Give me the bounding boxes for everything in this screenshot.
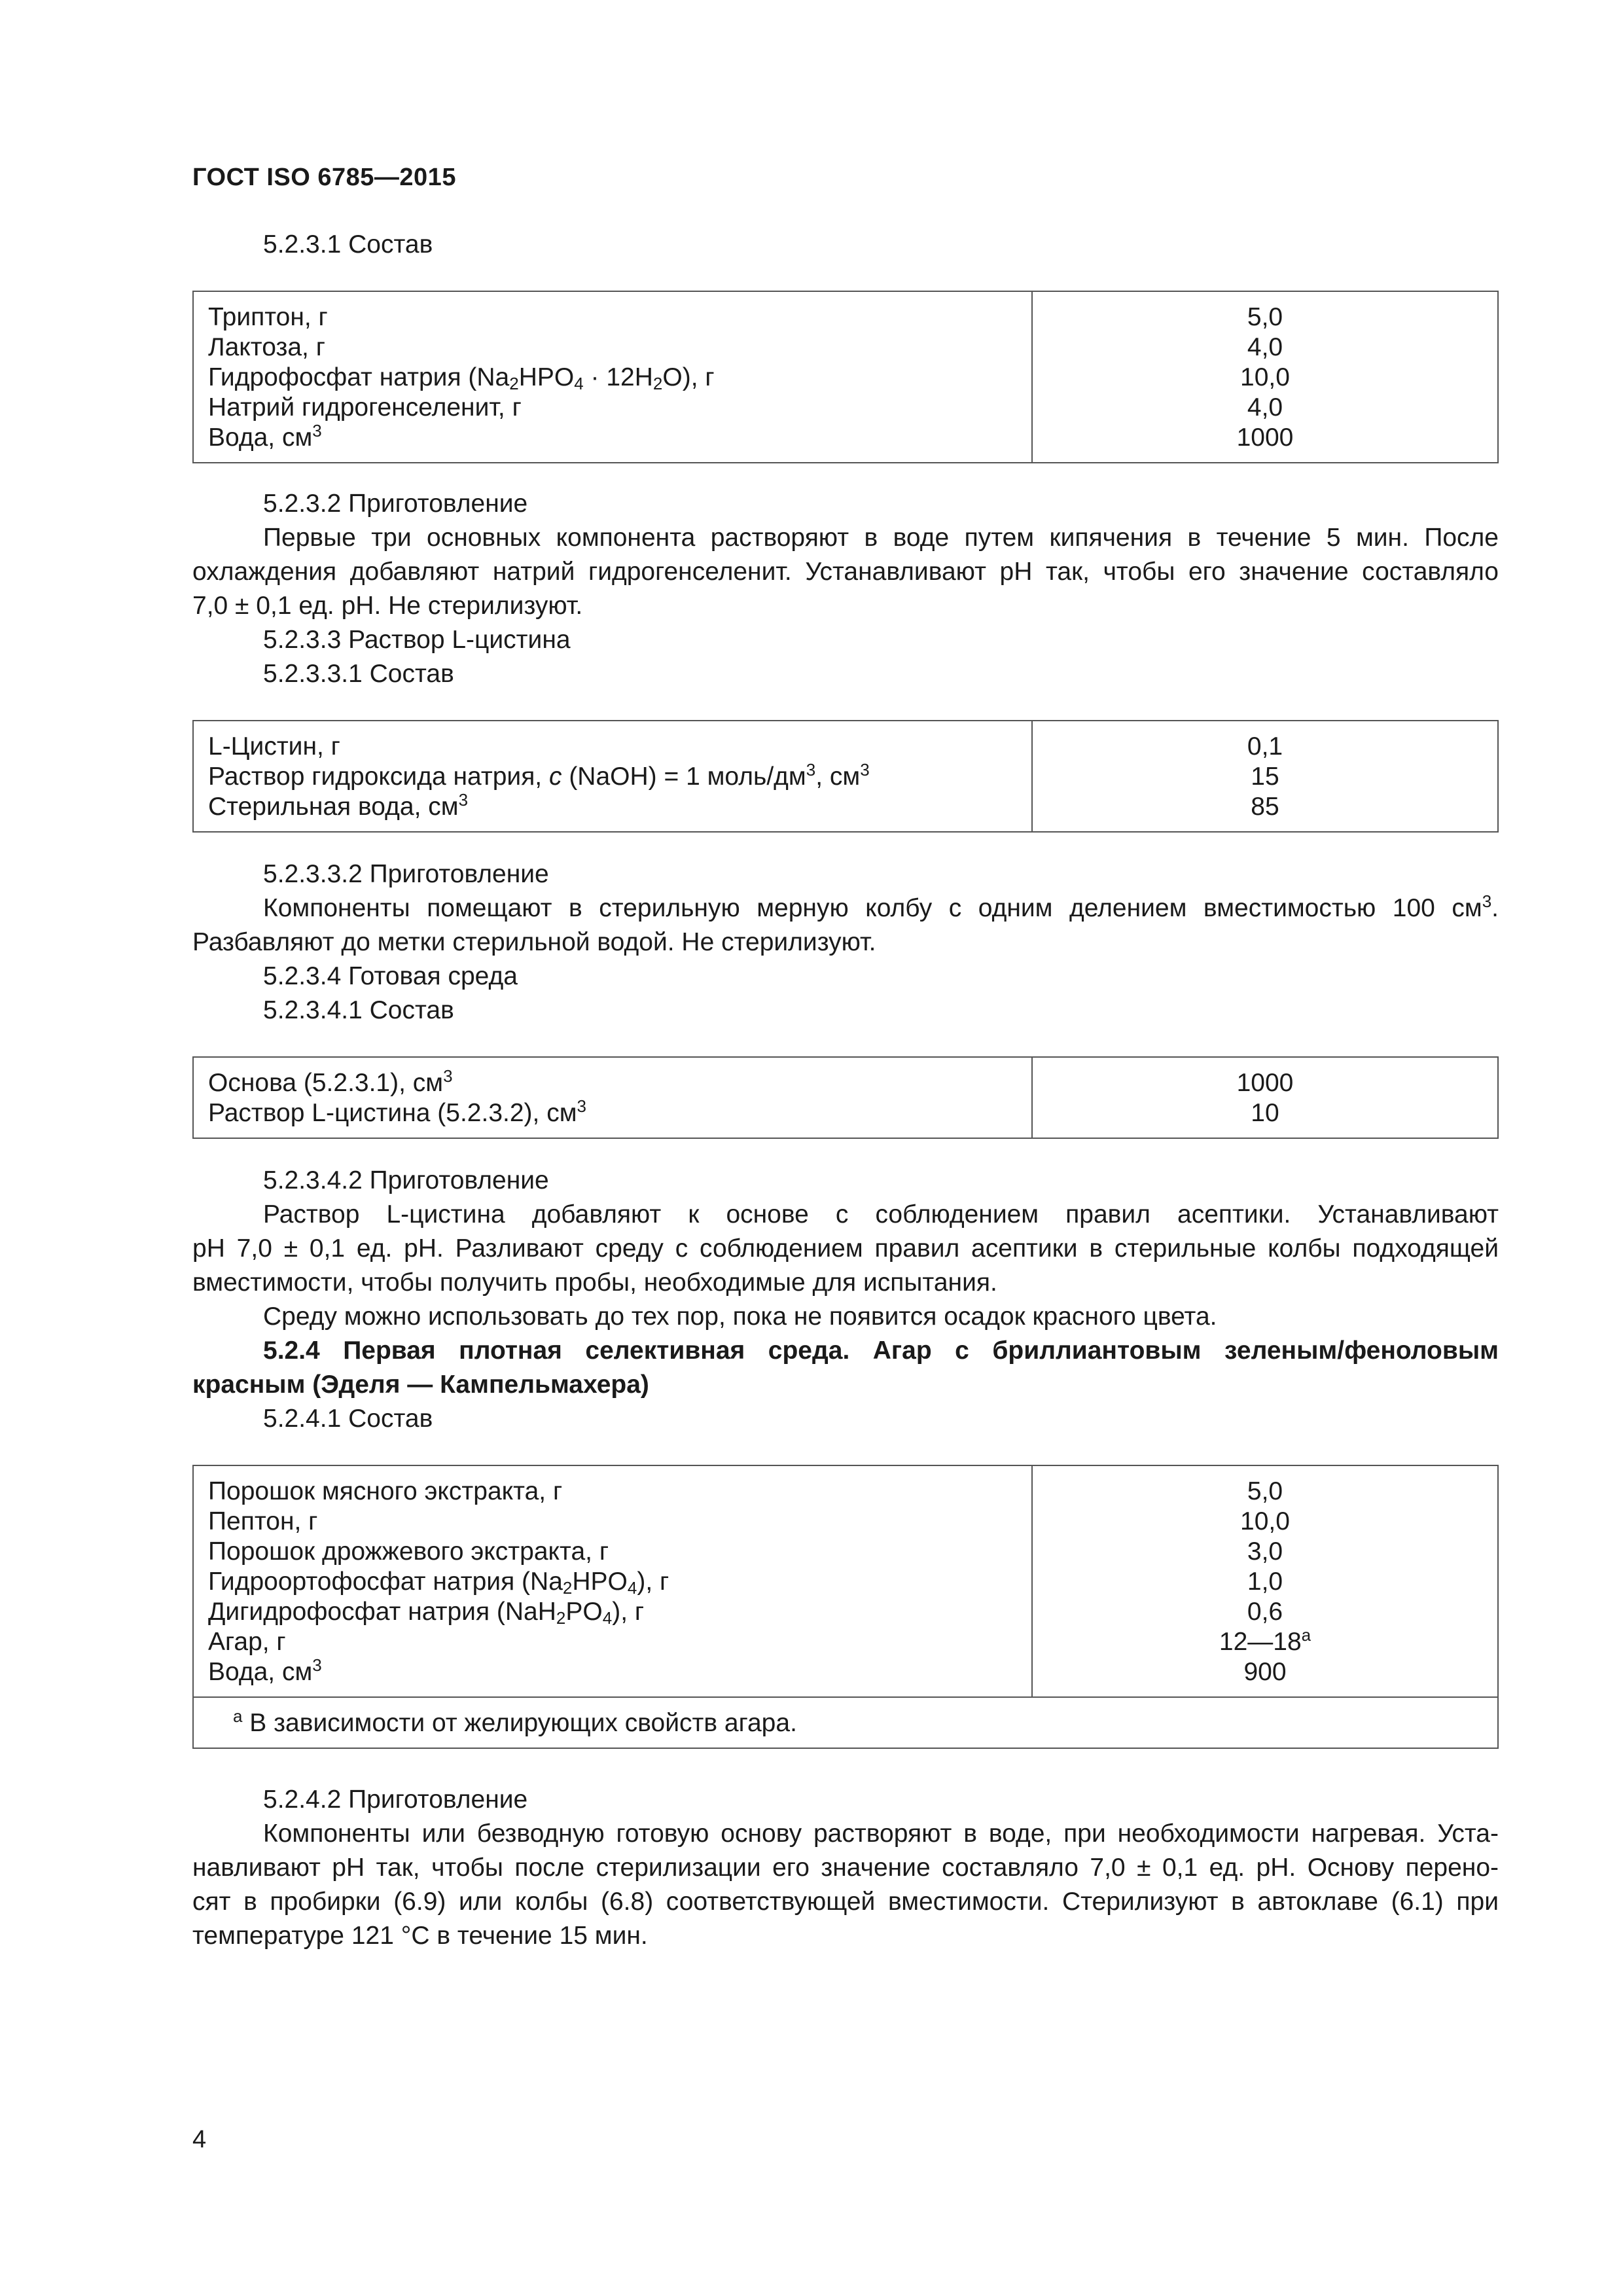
ingredient-sodium-hydroselenite: Натрий гидрогенселенит, г — [208, 393, 522, 422]
page-number: 4 — [192, 2126, 207, 2153]
value-naoh-solution: 15 — [1251, 762, 1279, 791]
paragraph-line: Компоненты помещают в стерильную мерную колбу с одним делением вместимостью 100 $см^3$. — [263, 891, 1499, 922]
value-sterile-water: 85 — [1251, 793, 1279, 821]
value-lactose: 4,0 — [1247, 333, 1283, 361]
value-l-cystine: 0,1 — [1247, 732, 1283, 761]
section-heading-5-2-4-2: 5.2.4.2 Приготовление — [263, 1785, 528, 1814]
value-peptone: 10,0 — [1240, 1507, 1290, 1535]
ingredient-base: Основа (5.2.3.1), $см^3$ — [208, 1066, 453, 1097]
section-heading-5-2-3-4: 5.2.3.4 Готовая среда — [263, 962, 518, 990]
ingredient-water: Вода, $см^3$ — [208, 1655, 322, 1686]
section-heading-5-2-3-3-1: 5.2.3.3.1 Состав — [263, 660, 454, 688]
ingredient-values — [1032, 721, 1498, 832]
section-title-5-2-4: 5.2.4 Первая плотная селективная среда. Агар с бриллиантовым зеленым/феноловым — [263, 1336, 1499, 1365]
ingredient-sodium-dihydrophosphate: Дигидрофосфат натрия $(NaH_2PO_4)$, г — [208, 1598, 645, 1628]
value-water: 1000 — [1236, 423, 1294, 452]
ingredient-names — [193, 721, 1032, 832]
paragraph-line: Разбавляют до метки стерильной водой. Не стерилизуют. — [192, 928, 876, 956]
section-heading-5-2-3-1: 5.2.3.1 Состав — [263, 230, 433, 259]
value-meat-extract: 5,0 — [1247, 1477, 1283, 1505]
paragraph-line: навливают pH так, чтобы после стерилизации его значение составляло 7,0 ± 0,1 ед. pH. Основу перено- — [192, 1854, 1499, 1882]
ingredient-values — [1032, 291, 1498, 463]
standard-header: ГОСТ ISO 6785—2015 — [192, 164, 456, 191]
section-heading-5-2-3-4-1: 5.2.3.4.1 Состав — [263, 996, 454, 1024]
ingredient-agar: Агар, г — [208, 1628, 286, 1656]
composition-table-3 — [192, 1056, 1499, 1139]
ingredient-disodium-phosphate: Гидроортофосфат натрия $(Na_2HPO_4)$, г — [208, 1568, 669, 1598]
ingredient-names — [193, 1057, 1032, 1138]
value-sodium-hydrophosphate: 10,0 — [1240, 363, 1290, 391]
value-l-cystine-solution: 10 — [1251, 1099, 1279, 1127]
section-title-5-2-4-cont: красным (Эделя — Кампельмахера) — [192, 1371, 649, 1399]
section-heading-5-2-3-3: 5.2.3.3 Раствор L-цистина — [263, 626, 571, 654]
paragraph-line: сят в пробирки (6.9) или колбы (6.8) соответствующей вместимости. Стерилизуют в автоклаве (6.1) при — [192, 1888, 1499, 1916]
value-yeast-extract: 3,0 — [1247, 1537, 1283, 1566]
composition-table-2 — [192, 720, 1499, 833]
ingredient-naoh-solution: Раствор гидроксида натрия, c (NaOH) = 1 моль/$дм^3$, $см^3$ — [208, 760, 870, 791]
value-tryptone: 5,0 — [1247, 303, 1283, 331]
ingredient-tryptone: Триптон, г — [208, 303, 328, 331]
ingredient-lactose: Лактоза, г — [208, 333, 325, 361]
ingredient-l-cystine: L-Цистин, г — [208, 732, 340, 761]
value-sodium-hydroselenite: 4,0 — [1247, 393, 1283, 422]
ingredient-names — [193, 1465, 1032, 1697]
paragraph-line: Раствор L-цистина добавляют к основе с соблюдением правил асептики. Устанавливают — [263, 1200, 1499, 1229]
ingredient-l-cystine-solution: Раствор L-цистина (5.2.3.2), $см^3$ — [208, 1096, 586, 1127]
paragraph-line: Компоненты или безводную готовую основу растворяют в воде, при необходимости нагревая. Уста- — [263, 1820, 1499, 1848]
composition-table-4 — [192, 1465, 1499, 1749]
value-sodium-dihydrophosphate: 0,6 — [1247, 1598, 1283, 1626]
ingredient-meat-extract: Порошок мясного экстракта, г — [208, 1477, 563, 1505]
ingredient-yeast-extract: Порошок дрожжевого экстракта, г — [208, 1537, 609, 1566]
paragraph-line: pH 7,0 ± 0,1 ед. pH. Разливают среду с соблюдением правил асептики в стерильные колбы подходящей — [192, 1234, 1499, 1263]
paragraph-line: вместимости, чтобы получить пробы, необходимые для испытания. — [192, 1268, 997, 1297]
ingredient-names — [193, 291, 1032, 463]
paragraph-line: Среду можно использовать до тех пор, пока не появится осадок красного цвета. — [263, 1302, 1217, 1331]
ingredient-values — [1032, 1057, 1498, 1138]
ingredient-values — [1032, 1465, 1498, 1697]
composition-table-1 — [192, 291, 1499, 463]
value-water: 900 — [1243, 1658, 1287, 1686]
value-base: 1000 — [1236, 1069, 1294, 1097]
ingredient-sodium-hydrophosphate: Гидрофосфат натрия $(Na_2HPO_4 \cdot 12H_2O)$, г — [208, 363, 715, 393]
section-heading-5-2-4-1: 5.2.4.1 Состав — [263, 1405, 433, 1433]
value-agar: 12—18$^a$ — [1219, 1625, 1311, 1656]
paragraph-line: Первые три основных компонента растворяют в воде путем кипячения в течение 5 мин. После — [263, 524, 1499, 552]
ingredient-sterile-water: Стерильная вода, $см^3$ — [208, 790, 469, 821]
ingredient-peptone: Пептон, г — [208, 1507, 318, 1535]
paragraph-line: температуре 121 °С в течение 15 мин. — [192, 1922, 648, 1950]
value-disodium-phosphate: 1,0 — [1247, 1568, 1283, 1596]
table-footnote: $^a$ В зависимости от желирующих свойств агара. — [193, 1697, 1498, 1748]
section-heading-5-2-3-2: 5.2.3.2 Приготовление — [263, 490, 528, 518]
ingredient-water: Вода, $см^3$ — [208, 421, 322, 452]
paragraph-line: 7,0 ± 0,1 ед. pH. Не стерилизуют. — [192, 592, 583, 620]
section-heading-5-2-3-3-2: 5.2.3.3.2 Приготовление — [263, 860, 549, 888]
section-heading-5-2-3-4-2: 5.2.3.4.2 Приготовление — [263, 1166, 549, 1194]
paragraph-line: охлаждения добавляют натрий гидрогенселенит. Устанавливают pH так, чтобы его значение составляло — [192, 558, 1499, 586]
